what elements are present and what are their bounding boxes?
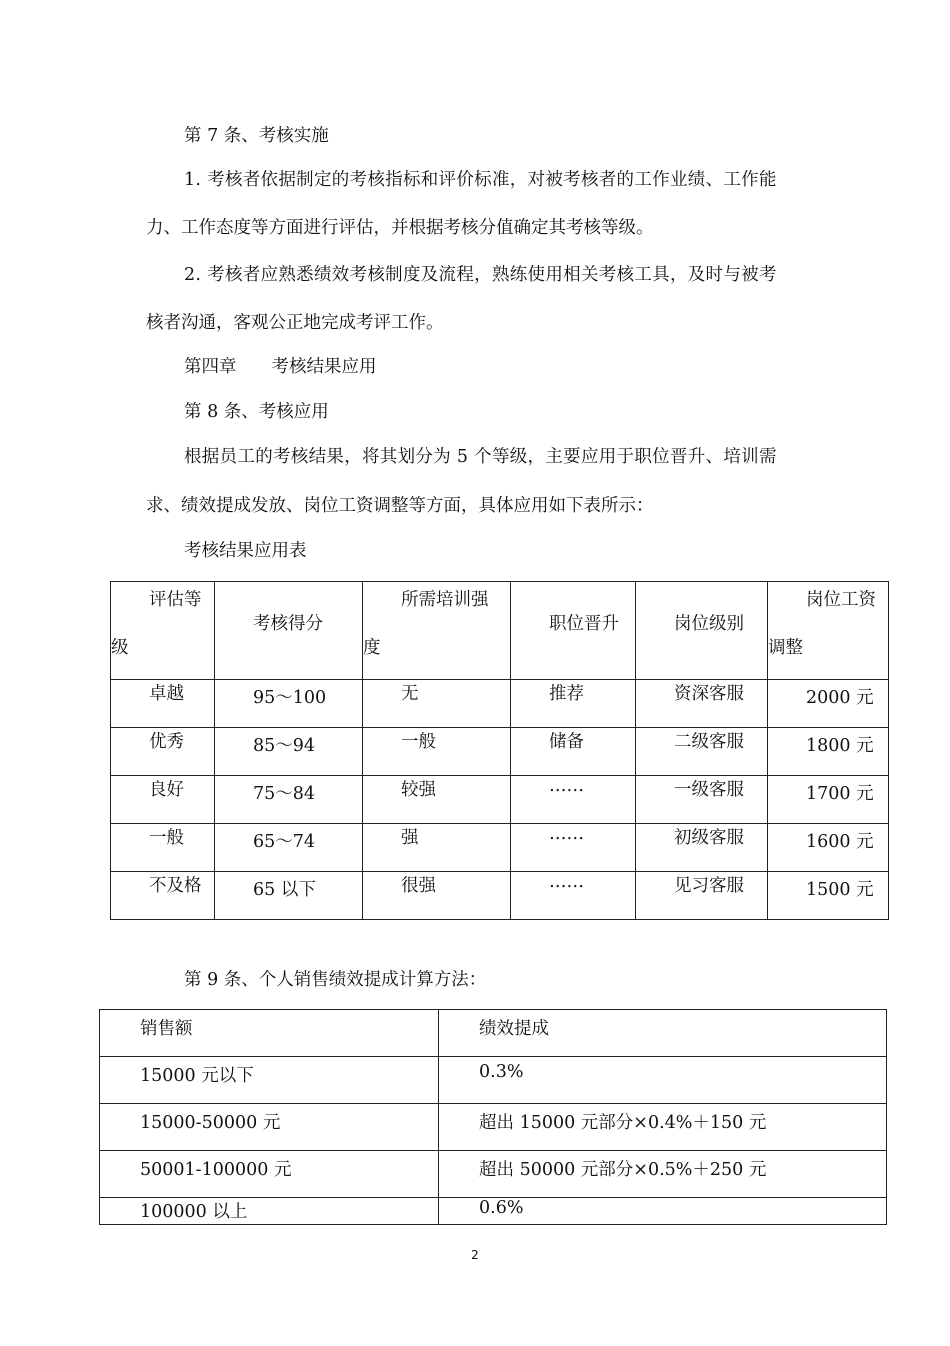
cell-commission: 超出 15000 元部分×0.4%＋150 元 [479,1113,767,1133]
header-commission: 绩效提成 [479,1019,549,1039]
cell-grade: 优秀 [149,732,184,752]
header-promotion [511,582,636,680]
header-salary [768,582,889,680]
cell-promotion: …… [549,872,584,892]
cell-level: 初级客服 [674,828,744,848]
header-salary-line1: 岗位工资 [806,590,876,610]
cell-score: 85～94 [253,736,316,756]
table-row [111,728,889,776]
table-header-row [100,1010,887,1057]
article-7-heading: 第 7 条、考核实施 [184,126,329,146]
cell-level: 资深客服 [674,684,744,704]
paragraph-1-line-1: 1. 考核者依据制定的考核指标和评价标准，对被考核者的工作业绩、工作能 [184,170,777,190]
cell-level: 一级客服 [674,780,744,800]
header-score [215,582,363,680]
paragraph-1-line-2: 力、工作态度等方面进行评估，并根据考核分值确定其考核等级。 [146,218,654,238]
cell-sales: 100000 以上 [140,1202,248,1222]
cell-score: 95～100 [253,688,327,708]
cell-promotion: …… [549,776,584,796]
cell-salary: 1600 元 [806,832,874,852]
cell-salary: 1800 元 [806,736,874,756]
cell-level: 见习客服 [674,876,744,896]
header-score-text: 考核得分 [253,614,323,634]
header-training [363,582,511,680]
cell-sales: 15000-50000 元 [140,1113,281,1133]
cell-training: 较强 [401,780,436,800]
cell-commission: 0.6% [479,1198,524,1218]
cell-training: 无 [401,684,419,704]
cell-training: 一般 [401,732,436,752]
cell-score: 65～74 [253,832,316,852]
header-grade-line2: 级 [111,638,129,658]
cell-sales: 15000 元以下 [140,1066,254,1086]
table-row [111,680,889,728]
assessment-result-table [110,581,889,920]
cell-promotion: 储备 [549,732,584,752]
table-row [100,1104,887,1151]
paragraph-3-line-1: 根据员工的考核结果，将其划分为 5 个等级，主要应用于职位晋升、培训需 [184,447,777,467]
table-row [100,1198,887,1225]
table-row [111,872,889,920]
header-grade-line1: 评估等 [149,590,202,610]
cell-score: 65 以下 [253,880,316,900]
paragraph-2-line-1: 2. 考核者应熟悉绩效考核制度及流程，熟练使用相关考核工具，及时与被考 [184,265,777,285]
table-row [100,1151,887,1198]
cell-training: 很强 [401,876,436,896]
header-sales: 销售额 [140,1019,193,1039]
page-number: 2 [471,1248,479,1262]
cell-salary: 2000 元 [806,688,874,708]
cell-grade: 不及格 [149,876,202,896]
cell-score: 75～84 [253,784,316,804]
cell-grade: 一般 [149,828,184,848]
table-1-caption: 考核结果应用表 [184,541,307,561]
sales-commission-table [99,1009,887,1225]
cell-commission: 超出 50000 元部分×0.5%＋250 元 [479,1160,767,1180]
header-level [636,582,768,680]
table-row [111,824,889,872]
header-level-text: 岗位级别 [674,614,744,634]
header-training-line1: 所需培训强 [401,590,489,610]
header-grade [111,582,215,680]
paragraph-2-line-2: 核者沟通，客观公正地完成考评工作。 [146,313,444,333]
article-8-heading: 第 8 条、考核应用 [184,402,329,422]
header-training-line2: 度 [363,638,381,658]
cell-salary: 1500 元 [806,880,874,900]
chapter-4-heading: 第四章 考核结果应用 [184,357,377,377]
header-promotion-text: 职位晋升 [549,614,619,634]
cell-commission: 0.3% [479,1062,524,1082]
cell-grade: 卓越 [149,684,184,704]
cell-grade: 良好 [149,780,184,800]
header-salary-line2: 调整 [768,638,803,658]
paragraph-3-line-2: 求、绩效提成发放、岗位工资调整等方面，具体应用如下表所示： [146,496,654,516]
cell-sales: 50001-100000 元 [140,1160,292,1180]
table-row [100,1057,887,1104]
article-9-heading: 第 9 条、个人销售绩效提成计算方法： [184,970,487,990]
cell-salary: 1700 元 [806,784,874,804]
cell-level: 二级客服 [674,732,744,752]
cell-promotion: …… [549,824,584,844]
cell-training: 强 [401,828,419,848]
table-row [111,776,889,824]
table-header-row [111,582,889,680]
cell-promotion: 推荐 [549,684,584,704]
